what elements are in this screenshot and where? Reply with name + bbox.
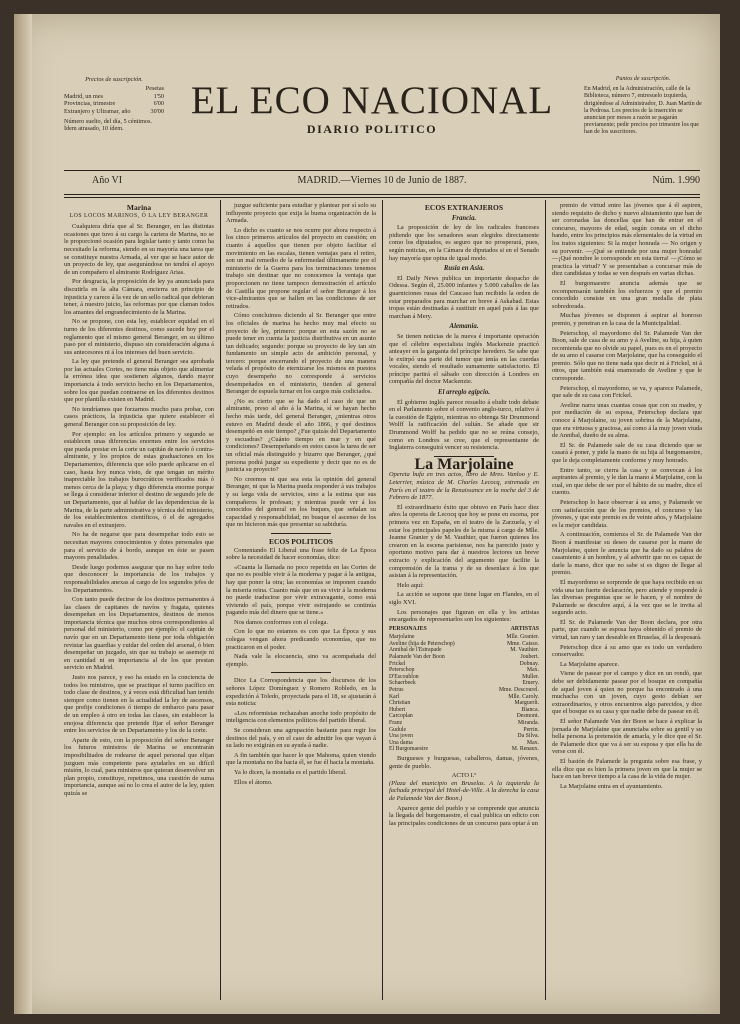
paragraph: Peterschop lo hace observar á su amo, y Palamede ve con satisfacción que de los premios, el concurso y las jóvenes, y que este premio es de veinte años, y Marjolaine es la mejor candidata. <box>552 498 702 529</box>
paragraph: La proposición de ley de los radicales franceses pidiendo que los senadores sean elegidos directamente como los diputados, es seguro que no prosperará, pues, según noticias, en la Cámara de diputados si en el Senado hay mayoría que opina de igual modo. <box>389 224 539 262</box>
cast-list <box>389 626 539 753</box>
paragraph: Los personajes que figuran en ella y los artistas encargados de representarlos son los siguientes: <box>389 608 539 624</box>
paragraph: Desde luego podemos asegurar que no hay sobre todo que desconocer la importancia de los trabajos y responsabilidades anexas al cargo de los segundos jefes de los Departamentos. <box>64 563 214 594</box>
dateline <box>64 175 700 193</box>
paragraph: «Cuanta la llamada no poco repetida en las Cortes de que no es posible vivir á la moderna y pagar á la antigua, hay que poner la otra; las economías se imponen cuando la miseria reina. Cuanto más que en su vivir á la moderna no puede traducirse por vivir extravagante, como está viviendo el país, porque vivir estrujando se continúa pagando más del dinero que se tiene.» <box>226 563 376 617</box>
paragraph: Burgueses y burguesas, caballeros, damas, jóvenes, gente de pueblo. <box>389 754 539 770</box>
paragraph: Lo dicho es cuanto se nos ocurre por ahora respecto á los cinco primeros artículos del proyecto en cuestión; en cuanto á aquellos que tienen por objeto facilitar el movimiento en las escalas, tienen ventajas para el retiro, son un mal remedio de la enfermedad últimamente por el ministerio de la Guerra para los terminaciones tenemos trabajo sin destinar que no conocemos la ventaja que proporcionen no tiene tampoco demostración el artículo de Castilla que propone regular el señor Beranger á los vice-almirantes que se hallen en las condiciones de ser retirados. <box>226 226 376 310</box>
article-title: La Marjolaine <box>414 455 514 473</box>
act-heading: ACTO I.º <box>451 772 477 780</box>
section-heading: ECOS POLITICOS <box>269 536 333 546</box>
divider <box>64 197 700 198</box>
cast-row: Karl Mlle. Caroly. <box>389 693 539 700</box>
article-subheading: LOS LOCOS MARINOS, Ó LA LEY BERANGER <box>69 212 209 219</box>
column-rule <box>382 200 383 1000</box>
cast-row: Hubert Bianca. <box>389 706 539 713</box>
cast-row: Una dama Max. <box>389 739 539 746</box>
masthead <box>64 76 702 160</box>
column-rule <box>220 200 221 1000</box>
paragraph: Aparece gente del pueblo y se comprende que anuncia la llegada del burgomaestre, el cual publica un edicto con las principales condiciones de un concurso para optar á un <box>389 804 539 827</box>
paragraph: El burgomaestre anuncia además que se recompensarán también los esfuerzos y que el premio concedido consiste en una gran medalla de plata sobredorada. <box>552 279 702 310</box>
price-row: Madrid, un mes 1'50 <box>64 92 164 100</box>
paragraph: El Daily News publica un importante despacho de Odessa. Según él, 25.000 infantes y 5.000 caballos de las guarniciones rusas del Caucaso han recibido la orden de estar preparados para marchar en breve á Askabad. Estas tropas están destinadas á sustituir en aquel país á las que marchan á Mery. <box>389 274 539 320</box>
price-row: Provincias, trimestre 6'00 <box>64 100 164 108</box>
paragraph: Por desgracia, la proposición de ley ya anunciada para discutirla en la alta Cámara, encierra un principio de injusticia y carece á la vez de un sello radical que debieran tener, á nuestro juicio, las reformas por que claman todos los amantes del engrandecimiento de la Marina. <box>64 278 214 316</box>
column-3 <box>389 202 539 1002</box>
cast-row: Petrus Mme. Descourel. <box>389 687 539 694</box>
paragraph: Justo nos parece, y eso ha estado en la conciencia de todos los ministros, que se practique el turno pacífico en todo clase de destinos, y á veces está dificultad han tenido siempre como tienen en la actualidad la ley de ascensos, que prefije condiciones ó tiempo de embarco para pasar de un empleo á otro en todas las clases, sin establecer la enojosa diferencia que pretende fijar el señor Beranger entre los servicios de un Departamento y los de la corte. <box>64 674 214 735</box>
paragraph: Ya lo dicen, la montaña es el partido liberal. <box>234 768 347 776</box>
subsection-heading: Rusia en Asia. <box>443 265 485 273</box>
cast-row: Aveline (hija de Peterschop) Mme. Caisso. <box>389 640 539 647</box>
paragraph: El extraordinario éxito que obtuvo en París hace diez años la opereta de Lecocq que hoy se pone en escena, por primera vez en España, en el teatro de la Zarzuela, y el estar los principales papeles de la misma á cargo de Mlle. Jeanne Granier y de M. Vauthier, que fueron quienes los crearon en la escena parisiense, nos ha parecido justo y oportuno motivo para dar á nuestros lectores un breve extracto y explicación del argumento que facilite la comprensión de la trama y de su desenlace á los que asistan á la representación. <box>389 503 539 580</box>
section-heading: ECOS EXTRANJEROS <box>424 203 504 212</box>
paragraph: Dice La Correspondencia que los discursos de los señores López Domínguez y Romero Robledo, en la expedición á Toledo, proyectada para el 18, se ajustarán á esta noticia: <box>226 677 376 708</box>
paragraph: Por ejemplo: en los artículos primero y segundo se establecen unas diferencias enormes entre los servicios que pueda prestar en la corte un capitán de navío ó contra-almirante, y los propios de estas graduaciones en los Departamentos, diferencia que sólo puede aplicarse en el caso, hasta hoy nunca visto, de que tengan un mérito inapreciable los trabajos burocráticos verificados más ó menos cerca de la playa; y digo diferencia enorme porque se llega á considerar inferior el destino de segundo jefe de un Departamento, que al hablar de las dependencias de la Marina, de la parte administrativa y técnica del ministerio, de los establecimientos científicos, ó el de agregados navales en el extranjero. <box>64 430 214 529</box>
cast-row: Peterschop Max. <box>389 667 539 674</box>
paragraph: premio de virtud entre las jóvenes que á él aspiren, siendo requisito de dicho y nuevo alistamiento que han de ser coronadas las doncellas que han de entrar en el concurso, mayores de edad, según consta en el dicho bando, entre los principios más elementales de la virtud en los tratos siguientes: Si la mujer honrada — No origen y su porvenir. —¡Qué se entiende por una mujer honrada! —¡Qué nombre le corresponde en esta tierra! —¡Cómo se practica la virtud? Y se presentaban a concursar más de diez candidatas y todas se ven después en varias dichas. <box>552 202 702 278</box>
paragraph: No tendríamos que forzarnos mucho para probar, con casos prácticos, la injusticia que quiere establecer el general Beranger con su proposición de ley. <box>64 405 214 429</box>
section-divider <box>271 533 331 534</box>
column-1 <box>64 202 214 1002</box>
paragraph: El Sr. de Palamede sale de su casa diciendo que se casará á poner, y pide la mano de su hija al burgomaestre, que le deja completamente conforme y muy honrado. <box>552 441 702 464</box>
paragraph: Se consideran una agrupación bastante para regir los destinos del país, y en el caso de admitir los que vayan á su lado no exigirán en su ayuda á nadie. <box>226 727 376 750</box>
cast-row: Schaerbeek Emery. <box>389 680 539 687</box>
paragraph: Peterschop dice á su amo que es todo un verdadero conservador. <box>552 643 702 659</box>
cast-row: Una joven Da Silva. <box>389 733 539 740</box>
paragraph: Se tienen noticias de la nueva é importante operación que el célebre especialista inglés Mackenzie practicó anteayer en la garganta del príncipe heredero. Se sabe que le extirpó una parte del tumor que tenía en las cuerdas vocales, siendo el resultado sumamente satisfactorio. El príncipe partirá el sábado con dirección á Londres en compañía del doctor Mackenzie. <box>389 332 539 386</box>
paragraph: No creemos ni que sea esta la opinión del general Beranger, ni que la Marina pueda responder á sus trabajos y su larga vida de servicios, sino a la estima que sus compañeros le profesan; y mientras puede ver á los conocidos del general en los buques, que señalan su capacidad y responsabilidad, no busque el ascenso de los que no hicieron más que presentar su sabiduría. <box>226 475 376 529</box>
prices-heading: Precios de suscripción. <box>85 76 143 83</box>
issue-date: MADRID.—Viernes 10 de Junio de 1887. <box>297 175 467 186</box>
paragraph: ¿No es cierto que se ha dado el caso de que un almirante, preso al año á la Marina, sí se hayan hecho hecho más tarde, del general Beranger, ¿mientras otros estuvo en Madrid desde el año 1866, y qué destinos desempeñó en este tiempo? ¿Fue quizás del Departamento y escuadras? ¿Cuánto tiempo en mar y en qué condiciones? Desempeñando en estos casos la tarea de ser un oficial más distinguido y bizarro que Beranger, ¿qué persona podrá juzgar su expediente y decir que no es de justicia su proyecto? <box>226 397 376 474</box>
newspaper-title: EL ECO NACIONAL <box>190 79 554 122</box>
paragraph: A continuación, comienza el Sr. de Palamede Van der Boon á manifestar su deseo de casarse por la mano de Marjolaine, quien le anuncia que ha dado su palabra de casamiento á un hombre, y al advertir que no es capaz de darle la mano, dice que no sabe si es digno de llegar al premio. <box>552 531 702 577</box>
paragraph: Nos damos conformes con el colega. <box>234 618 329 626</box>
paragraph: Comentando El Liberal una frase feliz de La Época sobre la necesidad de hacer economías, dice: <box>226 546 376 562</box>
paragraph: Aparte de esto, con la proposición del señor Beranger los futuros ministros de Marina se encontrarán imposibilitados de rodearse de aquel personal que elijan juzguen más competente para ayudarles en su difícil misión, lo cual, para ministros que quieran desenvolver un plan propio, constituye, repetimos, una cuestión de suma importancia, aunque así no lo crea el autor de la ley, quien quizás se <box>64 736 214 797</box>
price-row: Extranjero y Ultramar, año 30'00 <box>64 107 164 115</box>
divider <box>64 194 700 195</box>
cast-row: El Burgomaestre M. Renaux. <box>389 746 539 753</box>
paragraph: La acción se supone que tiene lugar en Flandes, en el siglo XVI. <box>389 591 539 606</box>
cast-row: Christian Marguerit. <box>389 700 539 707</box>
cast-row: Marjolaine Mlle. Granier. <box>389 634 539 641</box>
points-heading: Puntos de suscripción. <box>615 76 671 82</box>
column-4 <box>552 202 702 1002</box>
prices-currency: Pesetas <box>145 85 164 93</box>
cast-row: Gudule Perrin. <box>389 726 539 733</box>
paragraph: Nada vale la elocuencia, sino va acompañada del ejemplo. <box>226 653 376 668</box>
paragraph: Con tanto puede decirse de los destinos permanentes á las clases de capitanes de navíos y fragata, quienes desempeñan en los Departamentos, destinos de menos importancia técnica que muchos otros correspondientes al personal del ministerio, como por ejemplo: el capitán de navío que en un Departamento tiene por toda obligación revistar las guardias y cuidar del orden del arsenal, ó bien desempeñar un juzgado, sin que su trabajo se asemeje ni en cantidad ni en importancia al de los que prestan servicio en Madrid. <box>64 596 214 672</box>
paragraph: Peterschop, el mayordomo del Sr. Palamede Van der Boon, sale de casa de su amo y á Aveline, su hija, á quien recomienda que no olvide su papel, pues es en el proyecto de su amo el casarse con Marjolaine, que ha conseguido el premio. Sólo que no tiene nada que decir ni á Frickel, ni á otros, que también está enamorado de Aveline y que le corresponde. <box>552 329 702 383</box>
newspaper-subtitle: DIARIO POLITICO <box>306 122 438 136</box>
paragraph: Cualquiera diría que al Sr. Beranger, en las distintas ocasiones que tuvo á su cargo la cartera de Marina, no se le proporcionó ocasión para legislar tanto y tanto como ha necesitado la reforma, siendo en su mayoría una tarea que se constituye nuestra Armada, al ver que se hace autor de un proyecto de ley, que asegurándose no tendrá el apoyo de un compañero el almirante Rodríguez Arias. <box>64 223 214 276</box>
paragraph: A fin también que hacer lo que Mahoma, quien viendo que la montaña no iba hacia él, se fue él hacia la montaña. <box>226 751 376 767</box>
paragraph: Aveline narra unas cuantas cosas que con su madre, y por mediación de su esposa, Peterschop declara que conoce á Marjolaine, su joven sobrina de la Marjolaine, que era virtuosa y graciosa, así como á la muy joven viuda de Annibal, dueño de su alma. <box>552 401 702 440</box>
back-issue-note: Ídem atrasado, 10 ídem. <box>64 125 124 133</box>
section-divider <box>271 672 331 673</box>
newspaper-page <box>14 14 720 1014</box>
paragraph: Con lo que no estamos es con que La Época y sus colegas vengan ahora predicando economías, que no practicaron en el poder. <box>226 628 376 651</box>
paragraph: El Sr. de Palamede Van der Boon declara, por otra parte, que cuando se esposa haya obtenido el premio de virtud, tan raro y tan deseable en Bruselas, él la desposará. <box>552 618 702 642</box>
cast-row: Palamede Van der Boon Joubert. <box>389 654 539 661</box>
paragraph: Ellos el átomo. <box>234 778 273 786</box>
paragraph: La Marjolaine aparece. <box>560 660 620 668</box>
cast-row: Carcoplan Desmont. <box>389 713 539 720</box>
points-text: En Madrid, en la Administración, calle de la Biblioteca, número 7, entresuelo izquierda, dirigiéndose al Administrador, D. Juan Martín de la Pedrosa. Los precios de la inserción se anuncian por meses a razón se pagarán previamente; pedir precios por trimestre los que han de los suscritores. <box>584 86 702 136</box>
paragraph: Viene de pasear por el campo y dice en un rondó, que debe ser debidamente pasear por el bosque en compañía de aquel joven á quien no porque ha encontrado á una muchacha con un joven, cuyo gesto debían ser extraordinarios, y otros encuentros algo parecidos, y dice que el bosque es su casa y que nadie debe de pasear en él. <box>552 670 702 716</box>
cast-header: PERSONAJES ARTISTAS <box>389 625 539 632</box>
cast-row: Annibal de l'Estrapade M. Vauthier. <box>389 647 539 654</box>
article-intro: Opereta bufa en tres actos, libro de Mres. Vanloo y E. Leterrier, música de M. Charles Lecocq, estrenada en París en el teatro de la Renaissance en la noche del 3 de Febrero de 1877. <box>389 471 539 502</box>
year: Año VI <box>92 175 123 186</box>
paragraph: «Los reformistas rechazaban anoche todo propósito de inteligencia con elementos políticos del partido liberal. <box>226 709 376 725</box>
paragraph: Peterschop, el mayordomo, se va, y aparece Palamede, que sale de su casa con Frickel. <box>552 384 702 400</box>
paragraph: El gobierno inglés parece resuelto á eludir todo debate en el Parlamento sobre el convenio anglo-turco, relativo á la cuestión de Egipto, mientras no obtenga Sir Drummond Wolff la ratificación del sultán. Se añade que sir Drummond Wolff ha pedido que no se reúna consejo, como en Londres se cree, que el representante de Inglaterra conseguirá vencer su resistencia. <box>389 398 539 452</box>
cast-row: D'Escoublon Muller. <box>389 673 539 680</box>
paragraph: Cómo concluimos diciendo al Sr. Beranger que entre los oficiales de marina ha hecho muy mal efecto su proyecto de ley, primero: porque en esta sazón no se puede tener en cuenta la justicia distributiva en un asunto tan delicado; segundo: porque su proyecto de ley tan sin fundamento un simple acto de ambición personal, y tercero: porque encerrando el proyecto de una manera velada el propósito de eternizarse los mismos en puestos cuyo desempeño no corresponde á servicios desempeñados en el ministerio, tienden al general Beranger de espuela turnar en los cargos más codiciados. <box>226 312 376 396</box>
cast-row: Franz Miranda. <box>389 720 539 726</box>
article-heading: Marina <box>126 203 152 212</box>
paragraph: El señor Palamede Van der Boon se hace á explicar la jornada de Marjolaine que anunciaba sobre su gentil y su bella persona la pretensión de amarla, y le dice que el Sr. de Palamede dice que va á ser su esposa y que ella ha de verse con él. <box>552 718 702 756</box>
paragraph: Entre tanto, se cierra la casa y se convocan á los aspirantes al premio, y le dan la mano á Marjolaine, con la cual, en que debe de ser por el hábito de su madre, dice el cuento. <box>552 466 702 497</box>
subsection-heading: El arreglo egipcio. <box>438 389 490 397</box>
page-spine <box>14 14 32 1014</box>
issue-number: Núm. 1.990 <box>652 175 700 186</box>
subsection-heading: Francia. <box>451 214 477 222</box>
subscription-prices <box>64 76 164 133</box>
paragraph: La Marjolaine entra en el ayuntamiento. <box>560 782 663 790</box>
paragraph: Helo aquí: <box>397 581 424 589</box>
column-rule <box>545 200 546 1000</box>
paragraph: El bastón de Palamede la pregunta sobre esa frase, y ella dice que es bien la primera joven en que la mujer se hace en tan breve tiempo a la casa de la vida de mujer. <box>552 757 702 781</box>
paragraph: No ha de negarse que para desempeñar todo esto se necesitan mayores conocimientos y dotes personales que para el servicio de á bordo, aunque en éste se pasen mayores penalidades. <box>64 531 214 562</box>
paragraph: Muchas jóvenes se disponen á aspirar al honroso premio, y penetran en la casa de la Municipalidad. <box>552 312 702 327</box>
paragraph: No se propone, con esta ley, establecer equidad en el turno de los diferentes destinos, como sucede hoy por el reglamento que el mismo general Beranger, en su último paso por el ministerio, dispuso sin consideración alguna á sus antecesores ni á los intereses del buen servicio. <box>64 318 214 356</box>
cast-row: Frickel Dobnay. <box>389 660 539 667</box>
subscription-points <box>584 76 702 137</box>
stage-direction: (Plaza del municipio en Bruselas. A la izquierda la fachada principal del Hotel-de-Ville. A la derecha la casa de Palamede Van der Boon.) <box>389 779 539 802</box>
paragraph: juzgue suficiente para estudiar y plantear por sí solo su influyente proyecto que exija la buena organización de la Armada. <box>226 202 376 225</box>
column-2 <box>226 202 376 1002</box>
subsection-heading: Alemania. <box>449 323 479 331</box>
paragraph: La ley que pretende el general Beranger sea aprobada por las actuales Cortes, no tiene más objeto que alimentar la errónea idea que sostienen algunos, dando mayor importancia á todo servicio hecho en los Departamentos, sobre los que puedan contraerse en los diferentes destinos que por plantilla existen en Madrid. <box>64 358 214 404</box>
single-issue-note: Número suelto, del día, 5 céntimos. <box>64 118 152 126</box>
paragraph: El mayordomo se sorprende de que haya recibido en su vida una tan fuerte declaración, pero atiende y responde á las diversas preguntas que se le hacen, y el nombre de Palamede se descubre aquí, á la vez que se le invita al segundo acto. <box>552 578 702 617</box>
divider <box>64 170 700 171</box>
